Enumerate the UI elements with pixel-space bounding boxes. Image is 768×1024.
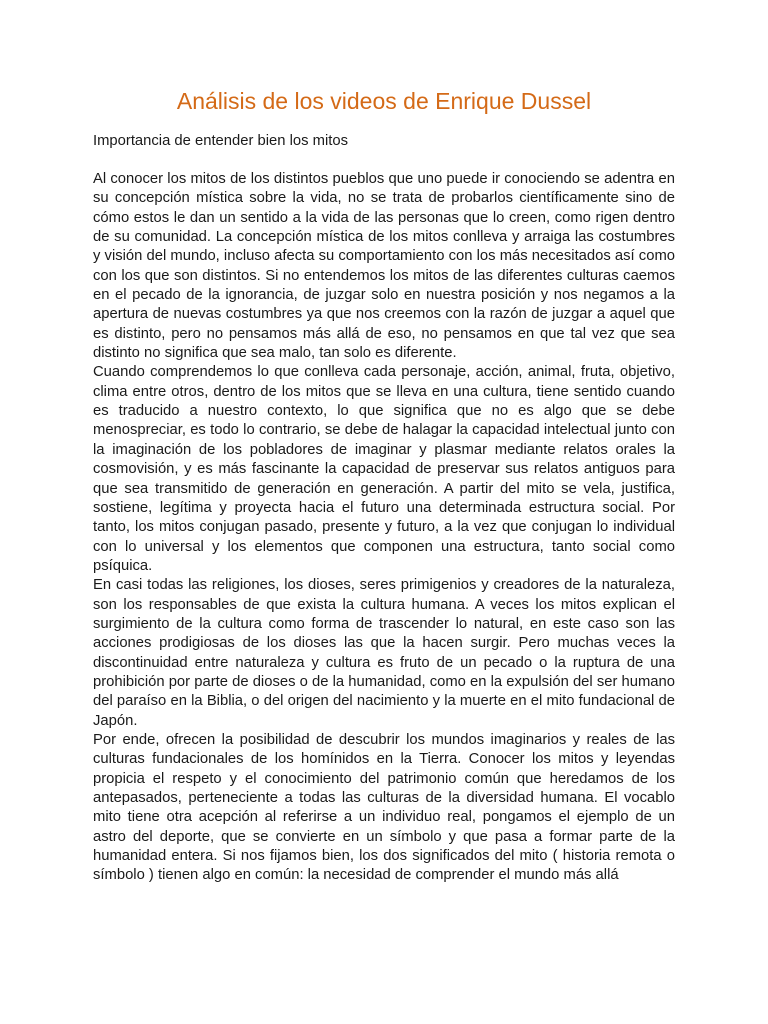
page-title: Análisis de los videos de Enrique Dussel — [176, 88, 592, 114]
paragraph-4: Por ende, ofrecen la posibilidad de descubrir los mundos imaginarios y reales de las culturas fundacionales de los homínidos en la Tierra. Conocer los mitos y leyendas propicia el respeto y el conocimiento del patrimonio común que heredamos de los antepasados, perteneciente a todas las culturas de la diversidad humana. El vocablo mito tiene otra acepción al referirse a un individuo real, pongamos el ejemplo de un astro del deporte, que se convierte en un símbolo y que pasa a formar parte de la humanidad entera. Si nos fijamos bien, los dos significados del mito ( historia remota o símbolo ) tienen algo en común: la necesidad de comprender el mundo más allá — [93, 731, 675, 884]
paragraph-3: En casi todas las religiones, los dioses, seres primigenios y creadores de la naturaleza, son los responsables de que exista la cultura humana. A veces los mitos explican el surgimiento de la cultura como forma de trascender lo natural, en este caso son las acciones prodigiosas de los dioses las que la hacen surgir. Pero muchas veces la discontinuidad entre naturaleza y cultura es fruto de un pecado o la ruptura de una prohibición por parte de dioses o de la humanidad, como en la expulsión del ser humano del paraíso en la Biblia, o del origen del nacimiento y la muerte en el mito fundacional de Japón. — [93, 577, 675, 729]
paragraph-2: Cuando comprendemos lo que conlleva cada personaje, acción, animal, fruta, objetivo, clima entre otros, dentro de los mitos que se lleva en una cultura, tiene sentido cuando es traducido a nuestro contexto, lo que significa que no es algo que se debe menospreciar, es todo lo contrario, se debe de halagar la capacidad intelectual junto con la imaginación de los pobladores de imaginar y plasmar mediante relatos orales la cosmovisión, y es más fascinante la capacidad de preservar sus relatos antiguos para que sea transmitido de generación en generación. A partir del mito se vela, justifica, sostiene, legítima y proyecta hacia el futuro una determinada estructura social. Por tanto, los mitos conjugan pasado, presente y futuro, a la vez que conjugan lo individual con lo universal y los elementos que componen una estructura, tanto social como psíquica. — [93, 364, 675, 574]
paragraph-1: Al conocer los mitos de los distintos pueblos que uno puede ir conociendo se adentra en su concepción mística sobre la vida, no se trata de probarlos científicamente sino de cómo estos le dan un sentido a la vida de las personas que lo creen, como rigen dentro de su comunidad. La concepción mística de los mitos conlleva y arraiga las costumbres y visión del mundo, incluso afecta su comportamiento con los más necesitados así como con los que son distintos. Si no entendemos los mitos de las diferentes culturas caemos en el pecado de la ignorancia, de juzgar solo en nuestra posición y nos negamos a la apertura de nuevas costumbres ya que nos creemos con la razón de juzgar a aquel que es distinto, pero no pensamos más allá de eso, no pensamos en que tal vez que sea distinto no significa que sea malo, tan solo es diferente. — [93, 171, 675, 362]
section-heading: Importancia de entender bien los mitos — [93, 133, 348, 149]
document-body — [93, 170, 675, 910]
